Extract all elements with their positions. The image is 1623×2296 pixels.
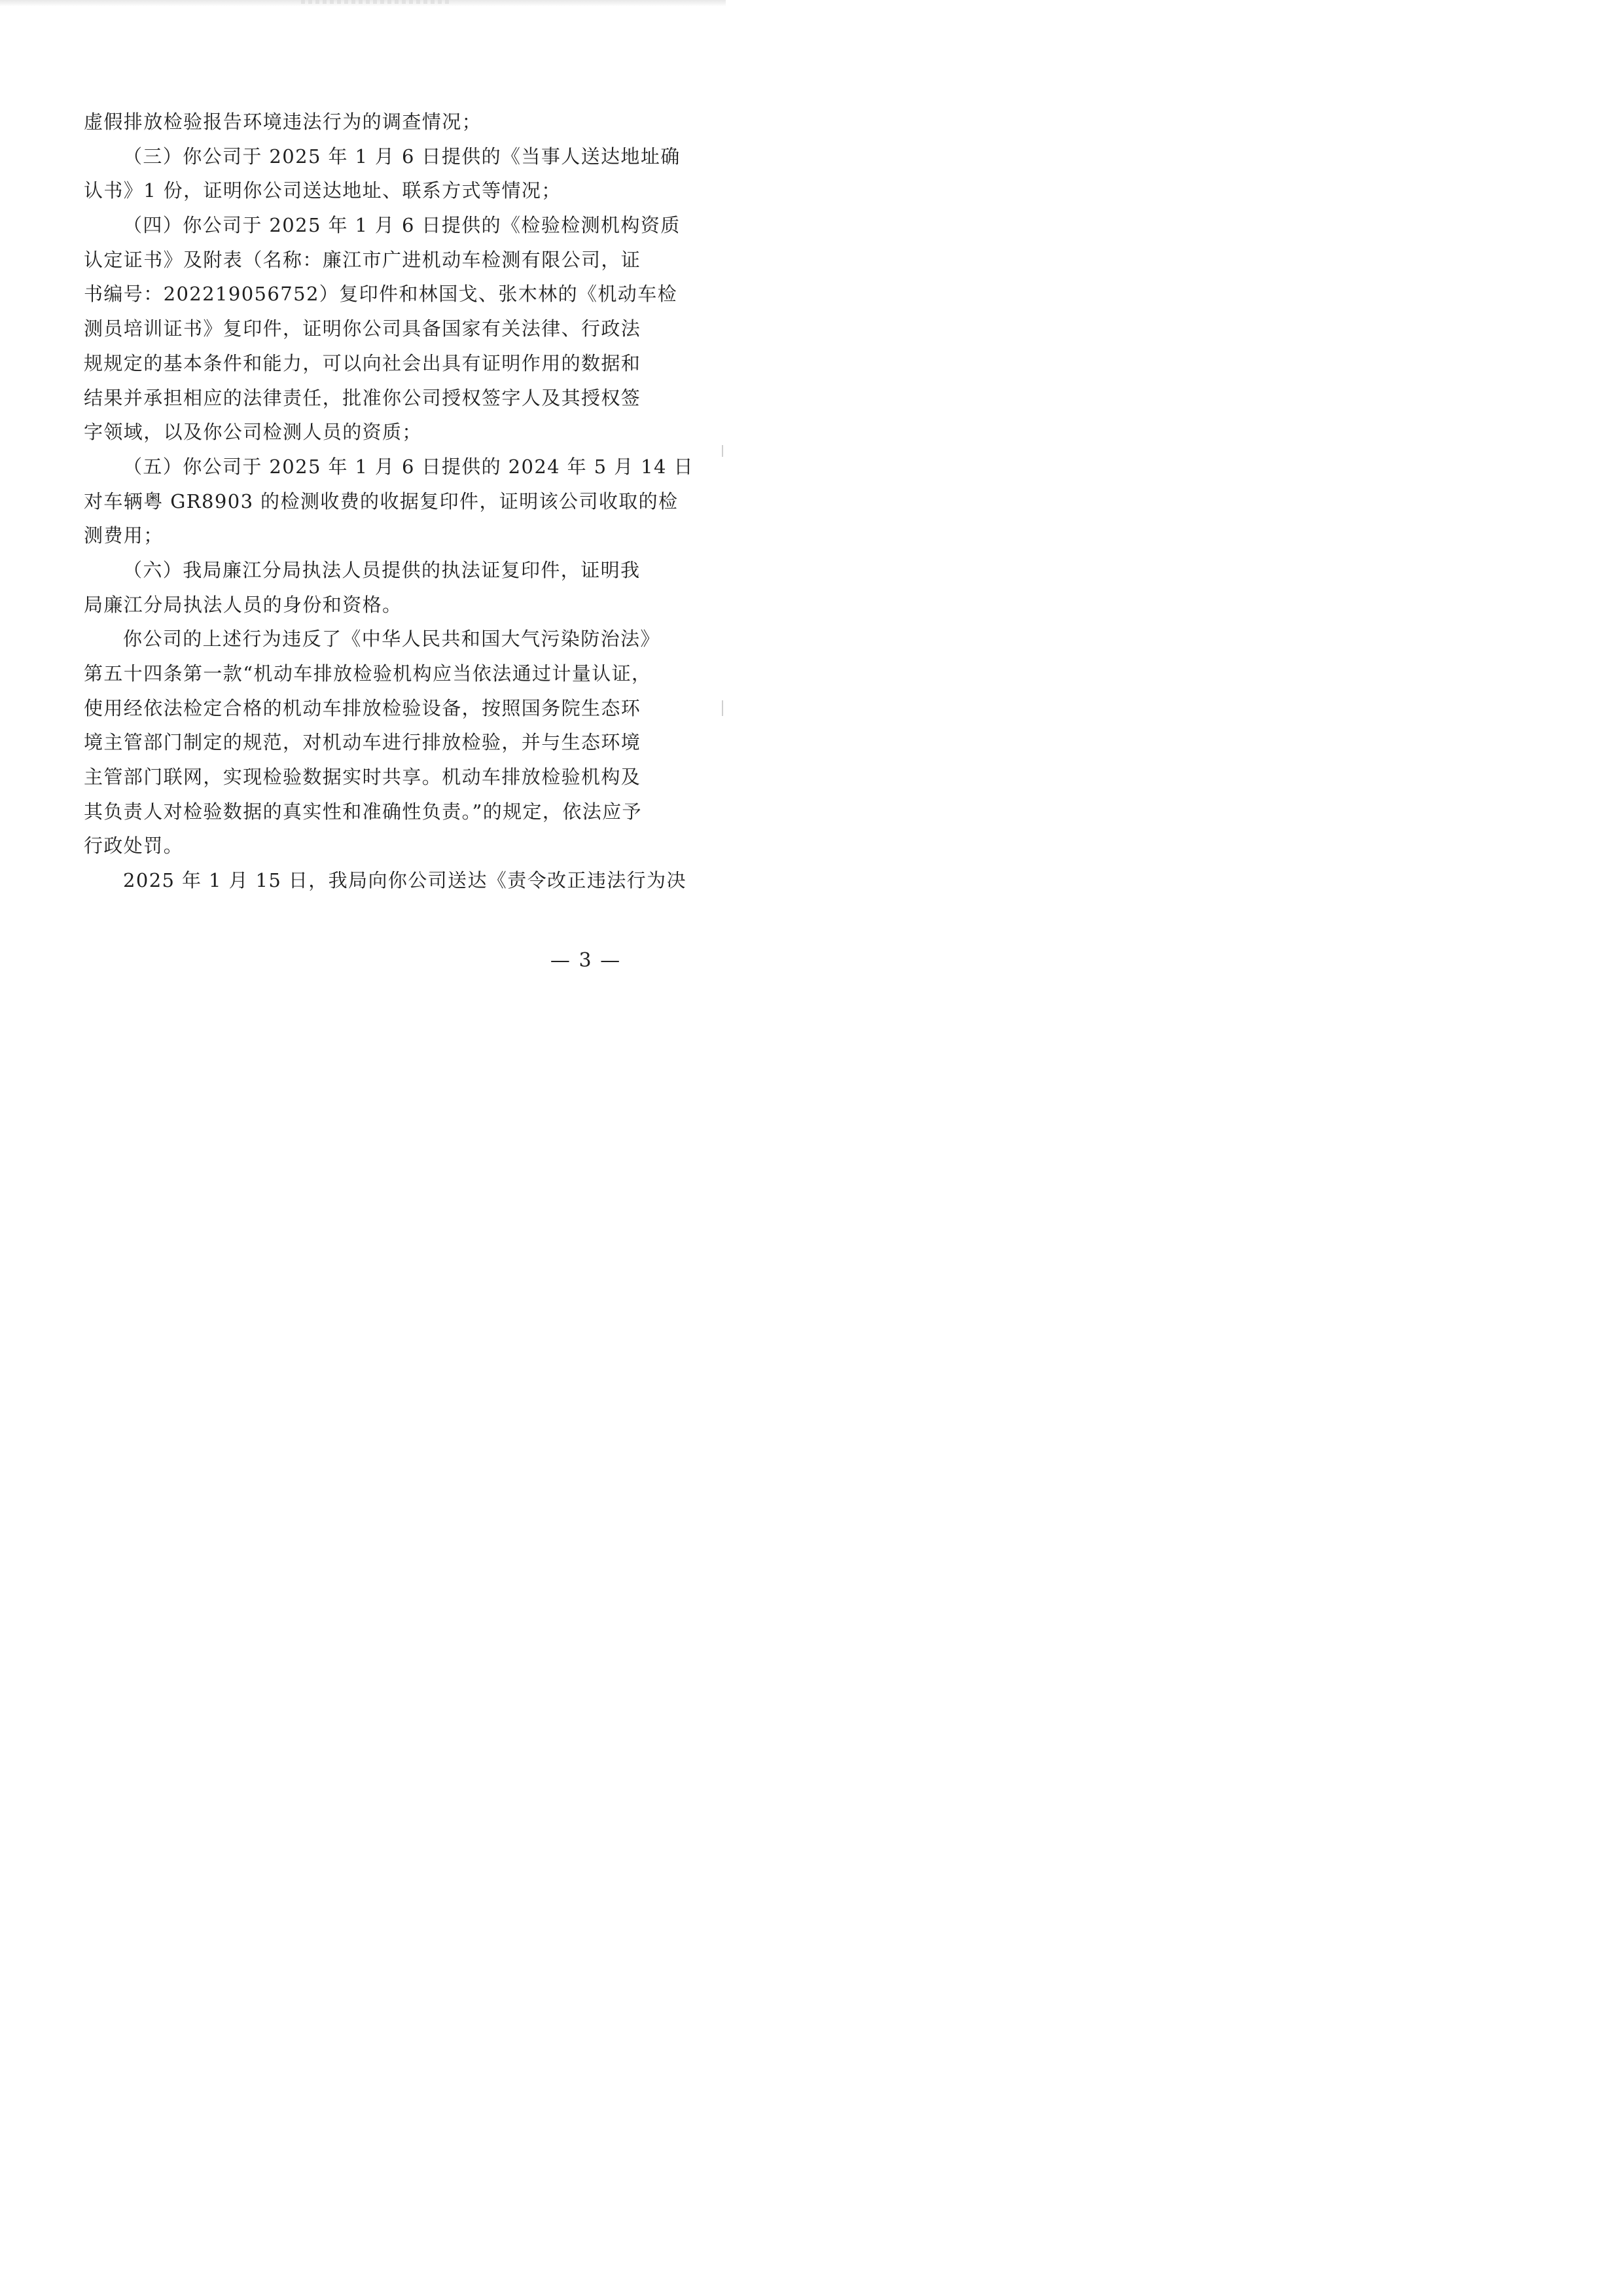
scan-edge-mark xyxy=(722,700,723,716)
scan-bleed-marks xyxy=(301,0,452,4)
text-line: 认定证书》及附表（名称：廉江市广进机动车检测有限公司，证 xyxy=(84,248,641,271)
text-line: （四）你公司于 2025 年 1 月 6 日提供的《检验检测机构资质 xyxy=(123,214,681,237)
text-line: （三）你公司于 2025 年 1 月 6 日提供的《当事人送达地址确 xyxy=(123,145,681,168)
text-line: （六）我局廉江分局执法人员提供的执法证复印件，证明我 xyxy=(123,558,641,581)
text-line: 局廉江分局执法人员的身份和资格。 xyxy=(84,593,402,616)
text-line: 境主管部门制定的规范，对机动车进行排放检验，并与生态环境 xyxy=(84,731,641,754)
text-line: 使用经依法检定合格的机动车排放检验设备，按照国务院生态环 xyxy=(84,696,641,719)
text-line: 规规定的基本条件和能力，可以向社会出具有证明作用的数据和 xyxy=(84,351,641,374)
text-line: 主管部门联网，实现检验数据实时共享。机动车排放检验机构及 xyxy=(84,766,641,789)
text-line: （五）你公司于 2025 年 1 月 6 日提供的 2024 年 5 月 14 日 xyxy=(123,455,694,478)
text-line: 其负责人对检验数据的真实性和准确性负责。”的规定，依法应予 xyxy=(84,800,642,823)
text-line: 第五十四条第一款“机动车排放检验机构应当依法通过计量认证， xyxy=(84,662,652,685)
text-line: 对车辆粤 GR8903 的检测收费的收据复印件，证明该公司收取的检 xyxy=(84,490,679,512)
text-line: 2025 年 1 月 15 日，我局向你公司送达《责令改正违法行为决 xyxy=(123,869,687,892)
text-line: 行政处罚。 xyxy=(84,834,184,857)
text-line: 书编号：202219056752）复印件和林国戈、张木林的《机动车检 xyxy=(84,283,678,306)
text-line: 认书》1 份，证明你公司送达地址、联系方式等情况； xyxy=(84,179,562,202)
document-body xyxy=(84,105,694,898)
text-line: 字领域，以及你公司检测人员的资质； xyxy=(84,421,422,444)
text-line: 结果并承担相应的法律责任，批准你公司授权签字人及其授权签 xyxy=(84,386,641,409)
text-line: 测员培训证书》复印件，证明你公司具备国家有关法律、行政法 xyxy=(84,317,641,340)
scan-edge-mark xyxy=(722,445,723,457)
text-line: 测费用； xyxy=(84,524,164,547)
text-line: 你公司的上述行为违反了《中华人民共和国大气污染防治法》 xyxy=(123,628,660,651)
text-line: 虚假排放检验报告环境违法行为的调查情况； xyxy=(84,111,482,133)
page-number: — 3 — xyxy=(550,949,622,972)
